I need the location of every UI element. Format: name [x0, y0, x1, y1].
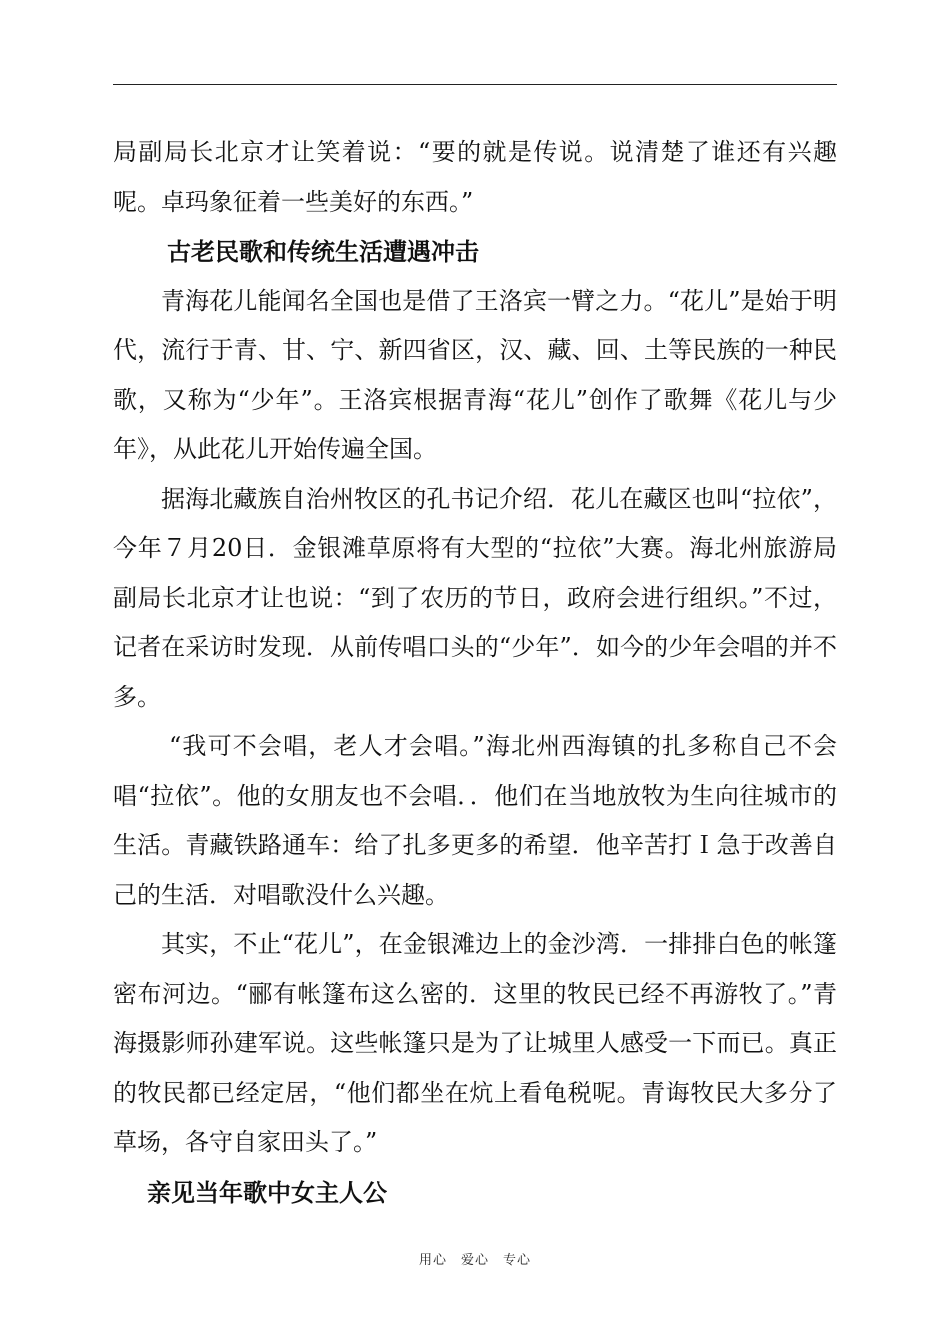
paragraph-zhaduo-quote: “我可不会唱，老人才会唱。”海北州西海镇的扎多称自己不会唱“拉依”。他的女朋友也不会唱．．他们在当地放牧为生向往城市的生活。青藏铁路通车：给了扎多更多的希望．他辛苦打Ｉ急于改善自己的生活．对唱歌没什么兴趣。 [113, 732, 837, 909]
paragraph-huaer-intro: 青海花儿能闻名全国也是借了王洛宾一臂之力。“花儿”是始于明代，流行于青、甘、宁、新四省区，汉、藏、回、土等民族的一种民歌，又称为“少年”。王洛宾根据青海“花儿”创作了歌舞《花儿与少年》，从此花儿开始传遍全国。 [113, 286, 837, 463]
paragraph-tents: 其实，不止“花儿”，在金银滩边上的金沙湾．一排排白色的帐篷密布河边。“郦有帐篷布这么密的．这里的牧民已经不再游牧了。”青海摄影师孙建军说。这些帐篷只是为了让城里人感受一下而已。真正的牧民都已经定居，“他们都坐在炕上看龟税呢。青诲牧民大多分了草场，各守自家田头了。” [113, 930, 837, 1156]
page-footer: 用心 爱心 专心 [418, 1253, 531, 1268]
paragraph-laiyi-contest: 据海北藏族自治州牧区的孔书记介绍．花儿在藏区也叫“拉依”，今年７月20日．金银滩草原将有大型的“拉依”大赛。海北州旅游局副局长北京才让也说：“到了农历的节日，政府会进行组织。”不过，记者在采访时发现．从前传唱口头的“少年”．如今的少年会唱的并不多。 [113, 484, 837, 711]
section-heading-heroine: 亲见当年歌中女主人公 [147, 1177, 387, 1207]
section-heading-folk-songs: 古老民歌和传统生活遭遇冲击 [167, 237, 479, 266]
document-body [113, 128, 837, 1217]
paragraph-continuation: 局副局长北京才让笑着说：“要的就是传说。说清楚了谁还有兴趣呢。卓玛象征着一些美好的东西。” [113, 138, 837, 216]
header-rule [113, 84, 837, 85]
